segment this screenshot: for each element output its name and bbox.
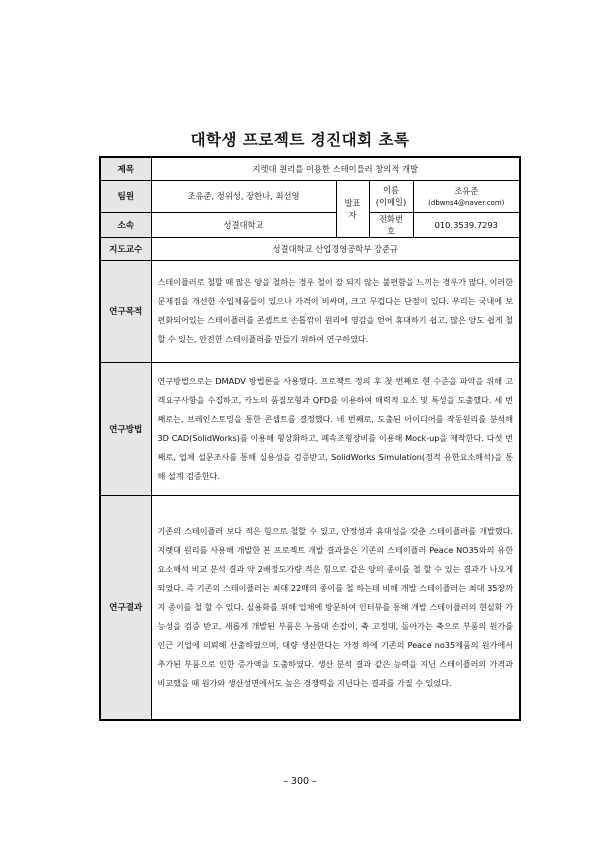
row-affiliation (100, 212, 520, 237)
affiliation-value: 성결대학교 (151, 212, 336, 237)
name-label: 이름 (382, 185, 400, 195)
advisor-value: 성결대학교 산업경영공학부 강준규 (151, 237, 520, 260)
team-value: 조유준, 정위성, 장한나, 최선영 (151, 180, 336, 212)
advisor-label: 지도교수 (100, 237, 151, 260)
row-advisor (100, 237, 520, 260)
title-label: 제목 (100, 157, 151, 180)
row-title (100, 157, 520, 180)
abstract-form-table (99, 156, 521, 721)
result-text: 기존의 스테이플러 보다 적은 힘으로 철할 수 있고, 안정성과 휴대성을 갖춘 스테이플러를 개발했다. 지렛대 원리를 사용해 개발한 본 프로젝트 개발 결과물은 기존의 스테이플러 Peace NO35와의 유한요소해석 비교 분석 결과 약 2배정도가량 적은 힘으로 같은 양의 종이를 철 할 수 있는 결과가 나오게 되었다. 즉 기존의 스테이플러는 최대 22매의 종이를 철 하는데 비해 개발 스테이플러는 최대 35장까지 종이를 철 할 수 있다. 실용화를 위해 업체에 방문하여 인터뷰를 통해 개발 스테이플러의 현실화 가능성을 검증 받고, 새롭게 개발된 부품은 누름대 손잡이, 축 고정대, 돌아가는 축으로 부품의 원가를 인근 기업에 의뢰해 산출하였으며, 대량 생산한다는 가정 하에 기존의 Peace no35제품의 원가에서 추가된 부품으로 인한 증가액을 도출하였다. 생산 분석 결과 같은 능력을 지닌 스테이플러의 가격과 비교했을 때 원가와 생산성면에서도 높은 경쟁력을 지닌다는 결과를 가질 수 있었다. (151, 495, 520, 720)
presenter-label: 발표자 (336, 180, 369, 237)
purpose-text: 스테이플러로 철할 때 많은 양을 철하는 경우 철이 잘 되지 않는 불편함을 느끼는 경우가 많다. 이러한 문제점을 개선한 수입제품들이 있으나 가격이 비싸며, 크고 무겁다는 단점이 있다. 우리는 국내에 보편화되어있는 스테이플러를 콘셉트로 손톱깎이 원리에 영감을 얻어 휴대하기 쉽고, 많은 양도 쉽게 철할 수 있는, 안전한 스테이플러를 만들기 위하여 연구하였다. (151, 260, 520, 362)
method-text: 연구방법으로는 DMADV 방법론을 사용했다. 프로젝트 정의 후 첫 번째로 현 수준을 파악을 위해 고객요구사항을 수집하고, 카노의 품질모형과 QFD를 이용하여 매력적 요소 및 특성을 도출했다. 세 번째로는, 브레인스토밍을 통한 콘셉트를 결정했다. 네 번째로, 도출된 아이디어를 작동원리를 분석해 3D CAD(SolidWorks)를 이용해 형상화하고, 폐속조형장비를 이용해 Mock-up을 제작한다. 다섯 번째로, 업체 설문조사를 통해 실용성을 검증받고, SolidWorks Simulation(정적 유한요소해석)을 통해 설계 검증한다. (151, 362, 520, 495)
method-label: 연구방법 (100, 362, 151, 495)
name-email-label (369, 180, 413, 212)
affiliation-label: 소속 (100, 212, 151, 237)
row-team (100, 180, 520, 212)
page-number: – 300 – (283, 776, 317, 787)
presenter-value (413, 180, 520, 212)
phone-label: 전화번호 (369, 212, 413, 237)
presenter-name: 조유준 (454, 186, 479, 196)
team-label: 팀원 (100, 180, 151, 212)
page-title: 대학생 프로젝트 경진대회 초록 (190, 131, 410, 149)
phone-value: 010.3539.7293 (413, 212, 520, 237)
presenter-email: (dbwns4@naver.com) (428, 199, 505, 207)
title-value: 지렛대 원리를 이용한 스테이플러 창의적 개발 (151, 157, 520, 180)
result-label: 연구결과 (100, 495, 151, 720)
row-result (100, 495, 520, 720)
row-purpose (100, 260, 520, 362)
purpose-label: 연구목적 (100, 260, 151, 362)
email-label: (이메일) (375, 197, 407, 207)
row-method (100, 362, 520, 495)
